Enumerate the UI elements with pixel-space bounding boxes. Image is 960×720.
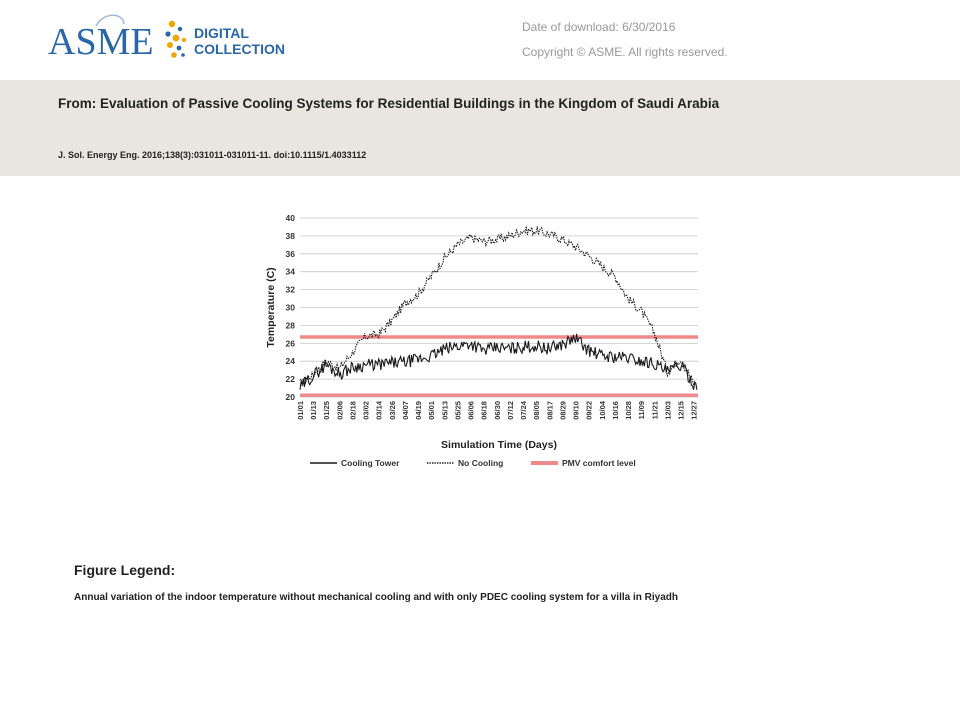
x-tick-label: 05/25 (453, 401, 463, 420)
y-tick-label: 30 (285, 302, 295, 313)
x-tick-label: 12/27 (689, 401, 699, 420)
figure-legend-heading: Figure Legend: (74, 562, 176, 578)
x-tick-label: 06/30 (492, 401, 502, 420)
x-tick-label: 05/01 (427, 401, 437, 420)
legend-label-no-cooling: No Cooling (458, 458, 504, 468)
y-tick-label: 34 (285, 266, 295, 277)
x-tick-label: 08/05 (532, 401, 542, 420)
logo-sub1: DIGITAL (194, 25, 249, 41)
x-tick-label: 07/24 (519, 401, 529, 420)
y-tick-label: 36 (285, 248, 295, 259)
y-tick-label: 28 (285, 320, 295, 331)
download-date: Date of download: 6/30/2016 (522, 20, 676, 34)
x-tick-label: 06/06 (466, 401, 476, 420)
copyright: Copyright © ASME. All rights reserved. (522, 45, 728, 59)
x-tick-label: 04/07 (400, 401, 410, 420)
series-cooling-tower (300, 334, 697, 390)
x-axis-label: Simulation Time (Days) (441, 439, 557, 451)
x-tick-label: 09/22 (584, 401, 594, 420)
x-tick-label: 10/16 (610, 401, 620, 420)
y-axis-label: Temperature (C) (265, 267, 277, 348)
y-tick-label: 22 (285, 374, 295, 385)
x-tick-label: 09/10 (571, 401, 581, 420)
y-tick-label: 26 (285, 338, 295, 349)
x-tick-label: 02/18 (348, 401, 358, 420)
article-band (0, 80, 960, 176)
x-tick-label: 08/17 (545, 401, 555, 420)
x-tick-label: 01/25 (322, 401, 332, 420)
x-tick-label: 04/19 (414, 401, 424, 420)
asme-logo (48, 10, 328, 68)
legend-label-pmv: PMV comfort level (562, 458, 636, 468)
legend-label-cooling-tower: Cooling Tower (341, 458, 400, 468)
temperature-chart (255, 205, 705, 480)
x-tick-label: 12/15 (676, 401, 686, 420)
logo-text: ASME (48, 21, 154, 63)
article-citation: J. Sol. Energy Eng. 2016;138(3):031011-031011-11. doi:10.1115/1.4033112 (58, 150, 367, 160)
x-tick-label: 07/12 (505, 401, 515, 420)
y-tick-label: 40 (285, 213, 295, 223)
y-tick-label: 38 (285, 230, 295, 241)
x-tick-label: 03/02 (361, 401, 371, 420)
x-tick-label: 02/06 (335, 401, 345, 420)
x-tick-label: 11/21 (650, 401, 660, 420)
x-tick-label: 03/14 (374, 401, 384, 420)
x-tick-label: 10/04 (597, 401, 607, 420)
x-tick-label: 06/18 (479, 401, 489, 420)
x-tick-label: 08/29 (558, 401, 568, 420)
x-tick-label: 01/01 (296, 401, 305, 420)
article-title: From: Evaluation of Passive Cooling Systems for Residential Buildings in the Kingdom of Saudi Arabia (58, 96, 720, 111)
x-tick-label: 01/13 (309, 401, 319, 420)
y-tick-label: 24 (285, 356, 295, 367)
x-tick-label: 10/28 (624, 401, 634, 420)
figure-legend-text: Annual variation of the indoor temperature without mechanical cooling and with only PDEC cooling system for a villa in Riyadh (74, 592, 678, 603)
x-tick-label: 11/09 (637, 401, 647, 420)
logo-dots (165, 21, 186, 58)
x-tick-label: 12/03 (663, 401, 673, 420)
series-no-cooling (300, 226, 697, 386)
y-tick-label: 32 (285, 284, 295, 295)
y-tick-label: 20 (285, 392, 295, 402)
x-tick-label: 05/13 (440, 401, 450, 420)
x-tick-label: 03/26 (387, 401, 397, 420)
logo-sub2: COLLECTION (194, 41, 285, 57)
